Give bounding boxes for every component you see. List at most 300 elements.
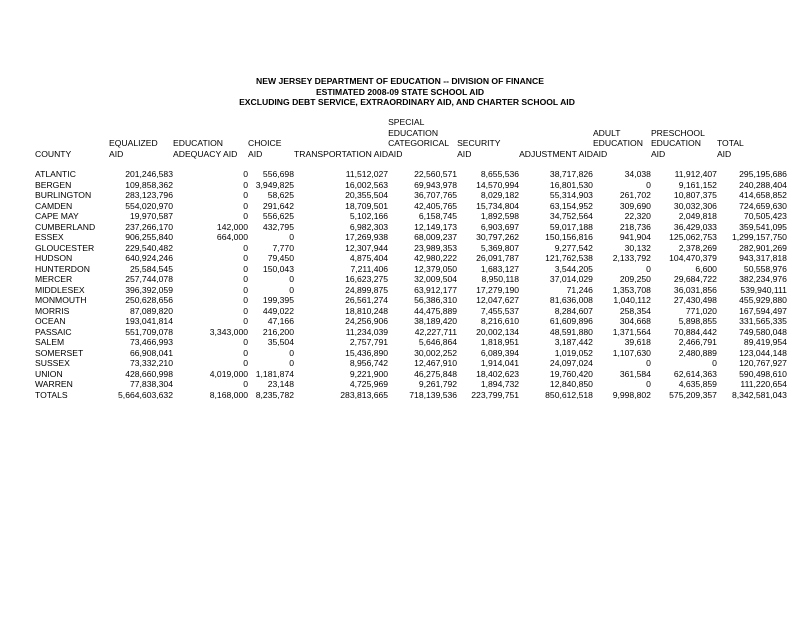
county-name-cell: GLOUCESTER	[35, 242, 95, 253]
aid-value-cell: 216,200	[262, 326, 294, 337]
table-row	[35, 274, 787, 285]
table-row	[35, 201, 787, 212]
aid-value-cell: 121,762,538	[545, 253, 593, 263]
aid-value-cell: 0	[289, 347, 294, 358]
county-name-cell: OCEAN	[35, 316, 66, 326]
table-row	[35, 327, 787, 338]
aid-value-cell: 237,266,170	[125, 221, 173, 232]
aid-value-cell: 3,544,205	[554, 263, 593, 274]
aid-value-cell: 18,402,623	[476, 368, 520, 379]
aid-value-cell: 0	[289, 232, 294, 242]
aid-value-cell: 18,810,248	[345, 305, 389, 316]
aid-value-cell: 30,032,306	[673, 200, 717, 211]
aid-value-cell: 47,166	[267, 316, 294, 326]
aid-value-cell: 81,636,008	[549, 295, 593, 305]
table-row	[35, 264, 787, 275]
aid-value-cell: 69,943,978	[414, 179, 458, 190]
county-name-cell: MIDDLESEX	[35, 284, 85, 295]
aid-value-cell: 56,386,310	[414, 295, 458, 305]
aid-value-cell: 941,904	[619, 232, 651, 242]
county-name-cell: HUDSON	[35, 253, 73, 263]
aid-value-cell: 12,467,910	[414, 358, 458, 368]
aid-value-cell: 6,158,745	[418, 211, 458, 221]
county-name-cell: SALEM	[35, 337, 65, 347]
aid-value-cell: 30,132	[624, 242, 651, 253]
aid-value-cell: 0	[289, 358, 294, 368]
aid-value-cell: 3,343,000	[209, 326, 248, 337]
aid-value-cell: 414,658,852	[739, 190, 787, 200]
aid-value-cell: 8,950,118	[481, 274, 520, 284]
county-name-cell: BURLINGTON	[35, 190, 92, 200]
aid-value-cell: 261,702	[619, 190, 651, 200]
aid-value-cell: 6,600	[695, 263, 717, 274]
aid-value-cell: 1,181,874	[255, 368, 294, 379]
aid-value-cell: 17,279,190	[476, 284, 520, 295]
aid-value-cell: 0	[243, 242, 248, 253]
aid-value-cell: 1,040,112	[613, 295, 651, 305]
aid-value-cell: 8,655,536	[480, 169, 520, 179]
aid-value-cell: 36,031,856	[673, 284, 717, 295]
aid-value-cell: 36,707,765	[414, 190, 458, 200]
column-header-line	[294, 138, 388, 149]
aid-value-cell: 291,642	[262, 200, 294, 211]
aid-value-cell: 16,002,563	[345, 179, 389, 190]
aid-value-cell: 19,970,587	[129, 211, 173, 221]
aid-value-cell: 42,405,765	[414, 200, 458, 211]
column-header	[109, 117, 173, 169]
aid-value-cell: 123,044,148	[739, 347, 787, 358]
aid-value-cell: 590,498,610	[739, 368, 787, 379]
aid-value-cell: 38,717,826	[549, 169, 593, 179]
report-title-line-1: NEW JERSEY DEPARTMENT OF EDUCATION -- DIVISION OF FINANCE	[256, 76, 544, 86]
aid-value-cell: 0	[243, 274, 248, 284]
aid-value-cell: 455,929,880	[739, 295, 787, 305]
aid-value-cell: 63,154,952	[549, 200, 593, 211]
county-name-cell: TOTALS	[35, 389, 68, 400]
aid-value-cell: 556,625	[262, 211, 294, 221]
column-header-line: ADEQUACY AID	[173, 148, 238, 159]
aid-value-cell: 1,818,951	[480, 337, 520, 347]
county-name-cell: HUNTERDON	[35, 263, 90, 274]
aid-value-cell: 79,450	[267, 253, 294, 263]
column-header-line: EQUALIZED	[109, 138, 158, 148]
aid-value-cell: 7,211,406	[350, 263, 389, 274]
aid-value-cell: 5,102,166	[349, 211, 389, 221]
column-header	[388, 117, 457, 169]
county-name-cell: MONMOUTH	[35, 295, 87, 305]
aid-value-cell: 42,227,711	[414, 326, 458, 337]
table-row	[35, 190, 787, 201]
aid-value-cell: 9,161,152	[678, 179, 717, 190]
aid-value-cell: 4,875,404	[349, 253, 389, 263]
aid-value-cell: 331,565,335	[739, 316, 787, 326]
aid-value-cell: 304,668	[619, 316, 651, 326]
aid-value-cell: 62,614,363	[673, 368, 717, 379]
aid-value-cell: 359,541,095	[739, 221, 787, 232]
aid-value-cell: 66,908,041	[129, 347, 173, 358]
county-name-cell: PASSAIC	[35, 326, 72, 337]
column-header-line: SPECIAL	[388, 117, 425, 127]
aid-value-cell: 44,475,889	[414, 305, 458, 316]
aid-value-cell: 0	[243, 169, 248, 179]
aid-value-cell: 640,924,246	[125, 253, 173, 263]
aid-value-cell: 850,612,518	[545, 389, 593, 400]
column-header	[651, 117, 717, 169]
aid-value-cell: 29,684,722	[673, 274, 717, 284]
table-row	[35, 316, 787, 327]
table-row	[35, 285, 787, 296]
aid-value-cell: 11,912,407	[674, 169, 717, 179]
aid-value-cell: 34,752,564	[549, 211, 593, 221]
aid-value-cell: 0	[243, 305, 248, 316]
aid-value-cell: 2,466,791	[678, 337, 717, 347]
aid-value-cell: 8,168,000	[209, 389, 248, 400]
aid-value-cell: 12,307,944	[345, 242, 389, 253]
aid-value-cell: 575,209,357	[669, 389, 717, 400]
aid-value-cell: 556,698	[262, 169, 294, 179]
column-header-line: PRESCHOOL	[650, 127, 705, 138]
aid-value-cell: 283,123,796	[125, 190, 173, 200]
aid-value-cell: 7,770	[272, 242, 294, 253]
table-row	[35, 222, 787, 233]
aid-value-cell: 1,353,708	[612, 284, 651, 295]
column-header-line: SECURITY	[457, 138, 501, 148]
table-row	[35, 211, 787, 222]
aid-value-cell: 551,709,078	[125, 326, 173, 337]
aid-value-cell: 0	[289, 274, 294, 284]
aid-value-cell: 25,584,545	[129, 263, 173, 274]
table-row	[35, 180, 787, 191]
county-name-cell: MORRIS	[35, 305, 70, 316]
column-header-line: COUNTY	[35, 148, 72, 159]
aid-value-cell: 24,899,875	[345, 284, 389, 295]
aid-value-cell: 30,002,252	[414, 347, 458, 358]
state-aid-table	[35, 117, 787, 400]
aid-value-cell: 68,009,237	[414, 232, 458, 242]
aid-value-cell: 2,480,889	[678, 347, 717, 358]
aid-value-cell: 50,558,976	[743, 263, 787, 274]
aid-value-cell: 539,940,111	[740, 284, 787, 295]
aid-value-cell: 120,767,927	[739, 358, 787, 368]
aid-value-cell: 42,980,222	[414, 253, 458, 263]
aid-value-cell: 1,683,127	[480, 263, 520, 274]
aid-value-cell: 23,989,353	[414, 242, 458, 253]
column-header	[457, 117, 519, 169]
aid-value-cell: 1,299,157,750	[731, 232, 787, 242]
aid-value-cell: 1,914,041	[480, 358, 520, 368]
county-name-cell: CUMBERLAND	[35, 221, 96, 232]
county-name-cell: WARREN	[35, 379, 73, 389]
aid-value-cell: 39,618	[624, 337, 651, 347]
column-header-line	[35, 138, 109, 149]
aid-value-cell: 9,277,542	[554, 242, 593, 253]
aid-value-cell: 9,221,900	[349, 368, 389, 379]
table-row	[35, 348, 787, 359]
aid-value-cell: 0	[712, 358, 717, 368]
county-name-cell: BERGEN	[35, 179, 72, 190]
column-header-line	[109, 128, 173, 139]
report-titles	[0, 76, 800, 108]
table-row	[35, 358, 787, 369]
aid-value-cell: 8,956,742	[349, 358, 389, 368]
column-header-line: AID	[248, 148, 263, 159]
column-header-line: TRANSPORTATION AID	[294, 148, 389, 159]
aid-value-cell: 1,107,630	[612, 347, 651, 358]
aid-value-cell: 48,591,880	[549, 326, 593, 337]
aid-value-cell: 771,020	[685, 305, 717, 316]
aid-value-cell: 12,149,173	[414, 221, 458, 232]
aid-value-cell: 26,091,787	[476, 253, 520, 263]
aid-value-cell: 1,892,598	[480, 211, 520, 221]
aid-value-cell: 218,736	[619, 221, 651, 232]
aid-value-cell: 125,062,753	[669, 232, 717, 242]
aid-value-cell: 0	[243, 211, 248, 221]
column-header	[593, 117, 651, 169]
aid-value-cell: 150,156,816	[545, 232, 593, 242]
aid-value-cell: 18,709,501	[345, 200, 389, 211]
table-row	[35, 306, 787, 317]
aid-value-cell: 61,609,896	[549, 316, 593, 326]
aid-value-cell: 0	[243, 200, 248, 211]
aid-value-cell: 11,234,039	[345, 326, 389, 337]
aid-value-cell: 167,594,497	[739, 305, 787, 316]
aid-value-cell: 257,744,078	[125, 274, 173, 284]
aid-value-cell: 22,320	[624, 211, 651, 221]
column-header-line: CATEGORICAL	[388, 138, 450, 148]
aid-value-cell: 258,354	[619, 305, 651, 316]
aid-value-cell: 250,628,656	[125, 295, 173, 305]
aid-value-cell: 718,139,536	[409, 389, 458, 400]
aid-value-cell: 104,470,379	[669, 253, 717, 263]
aid-value-cell: 38,189,420	[414, 316, 458, 326]
column-header-line	[248, 128, 294, 139]
aid-value-cell: 199,395	[262, 295, 294, 305]
aid-value-cell: 201,246,583	[125, 169, 173, 179]
aid-value-cell: 8,342,581,043	[731, 389, 787, 400]
aid-value-cell: 8,284,607	[554, 305, 593, 316]
aid-value-cell: 209,250	[619, 274, 651, 284]
column-header-line: EDUCATION	[388, 127, 439, 138]
aid-value-cell: 5,664,603,632	[118, 389, 173, 400]
aid-value-cell: 109,858,362	[125, 179, 173, 190]
aid-value-cell: 554,020,970	[125, 200, 173, 211]
aid-value-cell: 0	[243, 179, 248, 190]
aid-value-cell: 4,725,969	[349, 379, 389, 389]
column-header-line: AID	[109, 148, 124, 159]
table-row	[35, 243, 787, 254]
aid-value-cell: 0	[243, 358, 248, 368]
table-row	[35, 253, 787, 264]
column-header-line: EDUCATION	[650, 138, 701, 148]
column-header-line	[457, 128, 519, 139]
aid-value-cell: 6,903,697	[480, 221, 520, 232]
aid-value-cell: 906,255,840	[125, 232, 173, 242]
aid-value-cell: 16,801,530	[549, 179, 593, 190]
aid-value-cell: 3,949,825	[255, 179, 294, 190]
column-header-line: EDUCATION	[173, 138, 223, 148]
county-name-cell: UNION	[35, 368, 63, 379]
aid-value-cell: 1,894,732	[480, 379, 520, 389]
aid-value-cell: 0	[646, 263, 651, 274]
aid-value-cell: 22,560,571	[414, 169, 458, 179]
aid-value-cell: 193,041,814	[125, 316, 173, 326]
column-header	[173, 117, 248, 169]
column-header-line: CHOICE	[248, 138, 282, 148]
aid-value-cell: 943,317,818	[739, 253, 787, 263]
aid-value-cell: 8,029,182	[480, 190, 520, 200]
aid-value-cell: 2,133,792	[612, 253, 651, 263]
aid-value-cell: 87,089,820	[129, 305, 173, 316]
table-row	[35, 379, 787, 390]
county-name-cell: CAPE MAY	[35, 211, 79, 221]
aid-value-cell: 37,014,029	[549, 274, 593, 284]
column-header-line	[35, 128, 109, 139]
aid-value-cell: 16,623,275	[345, 274, 389, 284]
aid-value-cell: 10,807,375	[673, 190, 717, 200]
table-row	[35, 295, 787, 306]
aid-value-cell: 309,690	[619, 200, 651, 211]
aid-value-cell: 55,314,903	[549, 190, 593, 200]
column-header	[294, 117, 388, 169]
aid-value-cell: 432,795	[262, 221, 294, 232]
aid-value-cell: 428,660,998	[125, 368, 173, 379]
aid-value-cell: 70,884,442	[673, 326, 717, 337]
aid-value-cell: 1,371,564	[612, 326, 651, 337]
aid-value-cell: 111,220,654	[740, 379, 787, 389]
aid-value-cell: 30,797,262	[476, 232, 520, 242]
aid-value-cell: 12,047,627	[476, 295, 520, 305]
column-header	[35, 117, 109, 169]
aid-value-cell: 59,017,188	[549, 221, 593, 232]
aid-value-cell: 6,089,394	[480, 347, 520, 358]
table-row	[35, 232, 787, 243]
aid-value-cell: 4,635,859	[678, 379, 717, 389]
aid-value-cell: 0	[243, 337, 248, 347]
totals-row	[35, 390, 787, 401]
aid-value-cell: 34,038	[624, 169, 651, 179]
column-header-line: AID	[457, 148, 472, 159]
report-title-line-3: EXCLUDING DEBT SERVICE, EXTRAORDINARY AID, AND CHARTER SCHOOL AID	[239, 97, 575, 107]
aid-value-cell: 0	[646, 179, 651, 190]
aid-value-cell: 0	[243, 379, 248, 389]
aid-value-cell: 63,912,177	[414, 284, 458, 295]
aid-value-cell: 36,429,033	[673, 221, 717, 232]
aid-value-cell: 0	[243, 190, 248, 200]
column-header-line: AID	[650, 148, 666, 159]
aid-value-cell: 20,355,504	[345, 190, 389, 200]
aid-value-cell: 35,504	[267, 337, 294, 347]
aid-value-cell: 2,378,269	[678, 242, 717, 253]
aid-value-cell: 0	[243, 347, 248, 358]
aid-value-cell: 1,019,052	[554, 347, 593, 358]
aid-value-cell: 0	[646, 379, 651, 389]
report-title-line-2: ESTIMATED 2008-09 STATE SCHOOL AID	[315, 86, 485, 97]
column-header-line: ADJUSTMENT AID	[519, 148, 593, 159]
aid-value-cell: 24,097,024	[549, 358, 593, 368]
aid-value-cell: 11,512,027	[345, 169, 389, 179]
aid-value-cell: 70,505,423	[743, 211, 787, 221]
column-header	[519, 117, 593, 169]
aid-value-cell: 2,757,791	[349, 337, 389, 347]
aid-value-cell: 73,466,993	[129, 337, 173, 347]
aid-value-cell: 8,235,782	[255, 389, 294, 400]
aid-value-cell: 2,049,818	[678, 211, 717, 221]
aid-value-cell: 0	[243, 253, 248, 263]
aid-value-cell: 3,187,442	[554, 337, 593, 347]
table-header-row	[35, 117, 787, 169]
aid-value-cell: 5,646,864	[418, 337, 458, 347]
aid-value-cell: 14,570,994	[476, 179, 520, 190]
aid-value-cell: 7,455,537	[480, 305, 520, 316]
aid-value-cell: 229,540,482	[125, 242, 173, 253]
county-name-cell: SUSSEX	[35, 358, 70, 368]
aid-value-cell: 4,019,000	[209, 368, 248, 379]
aid-value-cell: 12,379,050	[414, 263, 458, 274]
column-header-line: AID	[716, 148, 732, 159]
county-name-cell: MERCER	[35, 274, 73, 284]
aid-value-cell: 71,246	[566, 284, 593, 295]
aid-value-cell: 32,009,504	[414, 274, 458, 284]
aid-value-cell: 361,584	[619, 368, 651, 379]
column-header-line	[519, 138, 593, 149]
aid-value-cell: 12,840,850	[549, 379, 593, 389]
aid-value-cell: 9,261,792	[418, 379, 458, 389]
aid-value-cell: 295,195,686	[739, 169, 787, 179]
aid-value-cell: 5,898,855	[678, 316, 717, 326]
aid-value-cell: 449,022	[262, 305, 294, 316]
column-header-line	[717, 128, 787, 139]
column-header-line: AID	[388, 148, 403, 159]
aid-value-cell: 223,799,751	[471, 389, 520, 400]
aid-value-cell: 142,000	[216, 221, 248, 232]
column-header-line: EDUCATION	[592, 138, 643, 148]
table-row	[35, 169, 787, 180]
aid-value-cell: 8,216,610	[480, 316, 520, 326]
aid-value-cell: 150,043	[262, 263, 294, 274]
aid-value-cell: 17,269,938	[345, 232, 389, 242]
column-header-line	[294, 128, 388, 139]
aid-value-cell: 20,002,134	[476, 326, 520, 337]
table-body	[35, 169, 787, 400]
aid-value-cell: 240,288,404	[739, 179, 787, 190]
county-name-cell: ATLANTIC	[35, 169, 76, 179]
aid-value-cell: 5,369,807	[480, 242, 520, 253]
column-header-line: TOTAL	[716, 138, 744, 148]
county-name-cell: ESSEX	[35, 232, 64, 242]
aid-value-cell: 26,561,274	[345, 295, 389, 305]
aid-value-cell: 19,760,420	[549, 368, 593, 379]
aid-value-cell: 664,000	[216, 232, 248, 242]
aid-value-cell: 0	[243, 263, 248, 274]
aid-value-cell: 724,659,630	[739, 200, 787, 211]
column-header-line: AID	[592, 148, 608, 159]
aid-value-cell: 77,838,304	[129, 379, 173, 389]
table-row	[35, 337, 787, 348]
aid-value-cell: 0	[646, 358, 651, 368]
aid-value-cell: 283,813,665	[340, 389, 389, 400]
aid-value-cell: 23,148	[267, 379, 294, 389]
aid-value-cell: 0	[243, 316, 248, 326]
column-header	[717, 117, 787, 169]
column-header-line	[519, 128, 593, 139]
aid-value-cell: 89,419,954	[743, 337, 787, 347]
aid-value-cell: 9,998,802	[612, 389, 651, 400]
aid-value-cell: 382,234,976	[739, 274, 787, 284]
aid-value-cell: 46,275,848	[414, 368, 458, 379]
aid-value-cell: 24,256,906	[345, 316, 389, 326]
aid-value-cell: 6,982,303	[349, 221, 389, 232]
aid-value-cell: 282,901,269	[739, 242, 787, 253]
